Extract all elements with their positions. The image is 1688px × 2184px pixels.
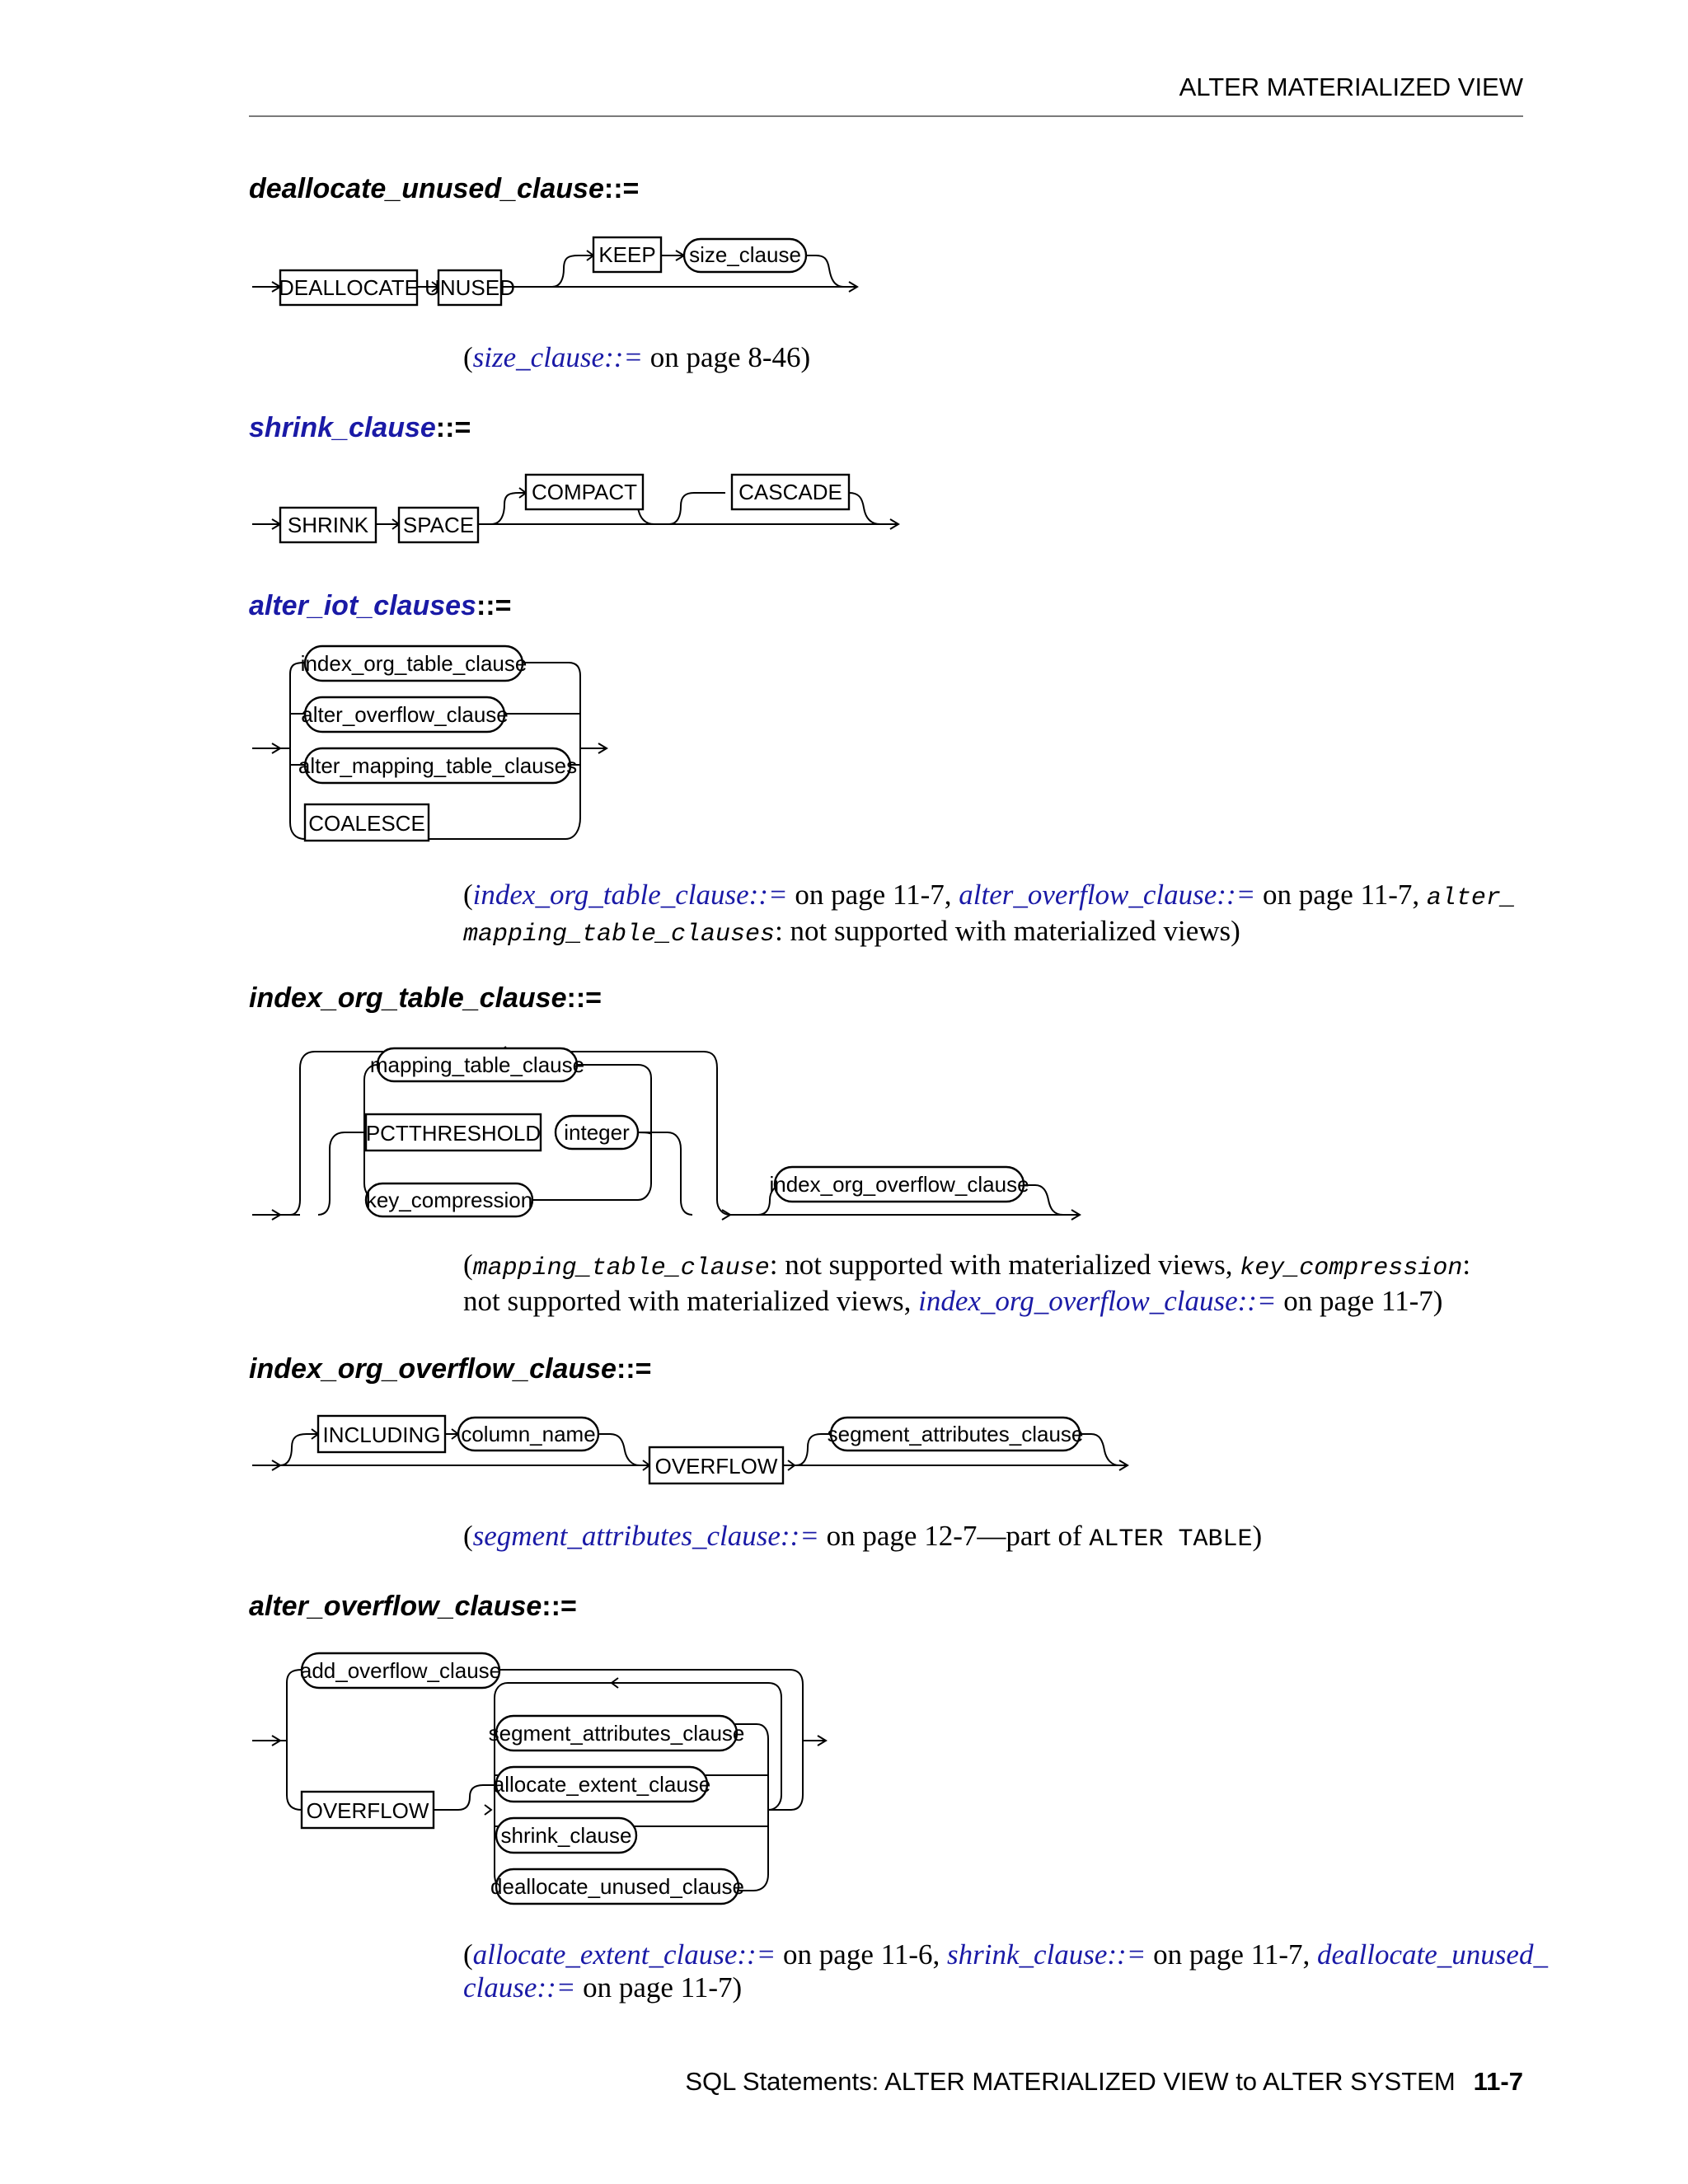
nonterminal-key-compression — [366, 1183, 532, 1216]
svg-text:integer: integer — [564, 1120, 630, 1145]
keyword-compact — [526, 475, 643, 509]
footer-title: SQL Statements: ALTER MATERIALIZED VIEW to ALTER SYSTEM — [685, 2067, 1456, 2096]
nonterminal-index-org-table-clause — [301, 646, 528, 681]
note-line-1: (allocate_extent_clause::= on page 11-6, shrink_clause::= on page 11-7, deallocate_unused_ — [463, 1938, 1548, 1971]
heading-text: index_org_overflow_clause — [249, 1353, 617, 1385]
link-deallocate-unused-clause-cont[interactable]: clause::= — [463, 1971, 576, 2004]
svg-text:segment_attributes_clause: segment_attributes_clause — [488, 1721, 745, 1746]
heading-text: index_org_table_clause — [249, 982, 567, 1014]
note-line-2: mapping_table_clauses: not supported with materialized views) — [463, 915, 1240, 949]
link-index-org-overflow-clause[interactable]: index_org_overflow_clause::= — [918, 1285, 1277, 1317]
svg-text:COALESCE: COALESCE — [308, 811, 425, 836]
keyword-keep — [593, 237, 661, 272]
keyword-overflow — [302, 1792, 434, 1828]
diagram-alter-overflow-clause — [247, 1647, 841, 1927]
link-shrink-clause[interactable]: shrink_clause::= — [946, 1938, 1146, 1971]
svg-text:UNUSED: UNUSED — [424, 275, 515, 300]
keyword-unused — [424, 270, 515, 305]
svg-text:column_name: column_name — [461, 1422, 596, 1446]
note-line-2: clause::= on page 11-7) — [463, 1971, 743, 2004]
diagram-deallocate-unused-clause — [247, 231, 874, 321]
heading-suffix: ::= — [603, 173, 640, 204]
svg-text:CASCADE: CASCADE — [738, 480, 842, 504]
nonterminal-allocate-extent-clause — [493, 1767, 711, 1802]
nonterminal-alter-mapping-table-clauses — [298, 748, 577, 783]
heading-shrink-clause — [249, 412, 471, 444]
svg-text:key_compression: key_compression — [365, 1188, 533, 1212]
nonterminal-add-overflow-clause — [300, 1653, 501, 1688]
nonterminal-index-org-overflow-clause — [769, 1167, 1029, 1202]
link-allocate-extent-clause[interactable]: allocate_extent_clause::= — [472, 1938, 776, 1971]
svg-text:allocate_extent_clause: allocate_extent_clause — [492, 1772, 711, 1797]
svg-text:alter_overflow_clause: alter_overflow_clause — [301, 702, 509, 727]
keyword-overflow — [649, 1447, 783, 1483]
svg-text:OVERFLOW: OVERFLOW — [654, 1454, 778, 1479]
link-index-org-table-clause[interactable]: index_org_table_clause::= — [472, 879, 788, 911]
svg-text:PCTTHRESHOLD: PCTTHRESHOLD — [365, 1121, 542, 1146]
svg-text:DEALLOCATE: DEALLOCATE — [278, 275, 420, 300]
keyword-deallocate — [279, 270, 419, 305]
heading-alter-overflow-clause — [249, 1591, 577, 1623]
svg-text:INCLUDING: INCLUDING — [322, 1422, 441, 1447]
heading-alter-iot-clauses — [249, 590, 511, 622]
diagram-alter-iot-clauses — [247, 643, 626, 857]
nonterminal-deallocate-unused-clause — [490, 1869, 744, 1904]
nonterminal-segment-attributes-clause — [828, 1418, 1084, 1451]
svg-text:SHRINK: SHRINK — [287, 513, 369, 537]
note-line-1: (index_org_table_clause::= on page 11-7, alter_overflow_clause::= on page 11-7, alter_ — [463, 879, 1516, 912]
nonterminal-segment-attributes-clause — [489, 1716, 745, 1750]
keyword-including — [318, 1416, 445, 1452]
diagram-index-org-overflow-clause — [247, 1408, 1137, 1498]
diagram-shrink-clause — [247, 468, 923, 559]
nonterminal-size-clause — [684, 239, 806, 272]
nonterminal-shrink-clause — [496, 1818, 636, 1853]
note-alter-iot-clauses — [463, 879, 1516, 951]
svg-text:mapping_table_clause: mapping_table_clause — [369, 1052, 585, 1077]
note-line-1: (mapping_table_clause: not supported with materialized views, key_compression: — [463, 1249, 1471, 1282]
keyword-shrink — [280, 508, 376, 542]
page-number: 11-7 — [1473, 2067, 1523, 2096]
nonterminal-mapping-table-clause — [370, 1048, 584, 1081]
note-index-org-overflow-clause: (segment_attributes_clause::= on page 12-7—part of ALTER TABLE) — [463, 1520, 1263, 1554]
note-index-org-table-clause — [463, 1249, 1470, 1318]
heading-text[interactable]: alter_iot_clauses — [249, 590, 476, 621]
running-header: ALTER MATERIALIZED VIEW — [1179, 73, 1523, 101]
svg-text:alter_mapping_table_clauses: alter_mapping_table_clauses — [298, 753, 578, 778]
keyword-space — [399, 508, 478, 542]
heading-text[interactable]: shrink_clause — [249, 412, 436, 443]
svg-text:COMPACT: COMPACT — [531, 480, 638, 504]
heading-suffix: ::= — [542, 1591, 577, 1622]
svg-text:deallocate_unused_clause: deallocate_unused_clause — [490, 1874, 744, 1899]
heading-suffix: ::= — [616, 1353, 652, 1385]
link-deallocate-unused-clause[interactable]: deallocate_unused_ — [1317, 1938, 1548, 1971]
nonterminal-alter-overflow-clause — [301, 697, 508, 732]
heading-text: deallocate_unused_clause — [249, 173, 604, 204]
svg-text:KEEP: KEEP — [598, 242, 656, 267]
svg-text:index_org_table_clause: index_org_table_clause — [300, 651, 528, 676]
keyword-coalesce — [305, 804, 429, 841]
keyword-pctthreshold — [366, 1114, 541, 1151]
diagram-index-org-table-clause — [247, 1038, 1088, 1236]
keyword-cascade — [732, 475, 849, 509]
heading-suffix: ::= — [476, 590, 512, 621]
svg-text:segment_attributes_clause: segment_attributes_clause — [827, 1422, 1084, 1446]
page-footer — [577, 2067, 1523, 2097]
link-size-clause[interactable]: size_clause::= — [472, 341, 643, 373]
note-line-2: not supported with materialized views, index_org_overflow_clause::= on page 11-7) — [463, 1285, 1443, 1317]
svg-text:shrink_clause: shrink_clause — [500, 1823, 632, 1848]
svg-text:index_org_overflow_clause: index_org_overflow_clause — [769, 1172, 1029, 1197]
heading-index-org-table-clause — [249, 982, 602, 1015]
svg-text:size_clause: size_clause — [689, 242, 801, 267]
nonterminal-integer — [556, 1116, 638, 1149]
heading-text: alter_overflow_clause — [249, 1591, 542, 1622]
heading-index-org-overflow-clause — [249, 1353, 651, 1385]
link-alter-overflow-clause[interactable]: alter_overflow_clause::= — [959, 879, 1256, 911]
heading-suffix: ::= — [435, 412, 471, 443]
svg-text:add_overflow_clause: add_overflow_clause — [299, 1658, 502, 1683]
link-segment-attributes-clause[interactable]: segment_attributes_clause::= — [472, 1520, 819, 1552]
nonterminal-column-name — [458, 1418, 598, 1451]
heading-deallocate-unused-clause — [249, 173, 639, 205]
header-rule — [249, 115, 1523, 117]
note-deallocate-unused-clause: (size_clause::= on page 8-46) — [463, 341, 811, 373]
note-alter-overflow-clause — [463, 1938, 1548, 2004]
svg-text:OVERFLOW: OVERFLOW — [306, 1798, 429, 1823]
heading-suffix: ::= — [566, 982, 603, 1014]
svg-text:SPACE: SPACE — [402, 513, 475, 537]
